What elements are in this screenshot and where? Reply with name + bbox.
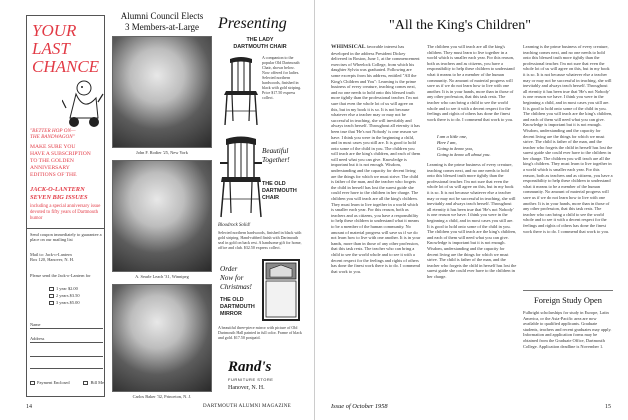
rodier-photo [112, 36, 212, 148]
ad-tagline: "BETTER HOP ON— THE BANDWAGON" [30, 128, 76, 140]
mirror-title: THE OLD DARTMOUTH MIRROR [220, 297, 255, 317]
address-field[interactable]: Address [30, 336, 103, 343]
article-column-3: Learning is the prime business of every creature, teaching comes next, and no one needs to hold onto this blessed truth more tightly than the professional teacher. I'm not sure that even the whole lot of us will agree on this, but in my book it is so. It is not because whatever else a teacher may or may not be successful in teaching, she will inevitably and always teach herself. Throughout all eternity it has been true that 'He's not Nobody' is one reason we have. I think you were in the beginning a child, and in most cases you still are. It is good to hold onto some of the child in you. The children you will teach are the king's children, and each of them will need what you can give. Knowledge is important but it is not enough. Wisdom, understanding and the capacity for decent living are the things for which we must strive. The child is father of the man, and the teacher who forgets the child in herself has lost the surest guide she could ever have to the children in her charge. The children you will teach are all the king's children. They must learn to live together in a world which is smaller each year. For this reason, both as teachers and as citizens, you have a responsibility to help these children to understand what it means to be a member of the human community. No amount of material progress will save us if we do not learn how to live with one another. It is in your hands, more than in those of any other profession, that this task rests. The teacher who can bring a child to see the world whole and to see it with a decent respect for the feelings and rights of others has done the finest work there is to do. I commend that work to you. [523, 44, 613, 234]
footer-issue: Issue of October 1958 [331, 403, 388, 410]
article-body-3: Learning is the prime business of every creature, teaching comes next, and no one needs to hold onto this blessed truth more tightly than the professional teacher. I'm not sure that even the whole lot of us will agree on this, but in my book it is so. It is not because whatever else a teacher may or may not be successful in teaching, she will inevitably and always teach herself. Throughout all eternity it has been true that 'He's not Nobody' is one reason we have. I think you were in the beginning a child, and in most cases you still are. It is good to hold onto some of the child in you. The children you will teach are the king's children, and each of them will need what you can give. Knowledge is important but it is not enough. Wisdom, understanding and the capacity for decent living are the things for which we must strive. The child is father of the man, and the teacher who forgets the child in herself has lost the surest guide she could ever have to the children in her charge. [523, 44, 613, 161]
lead-text: favorable interest has developed in the address President Dickey delivered in Boston, June 1, at the commencement exercises of Wheelock College, from which his daughter Sylvia was graduated. Following are some excerpts from his address, entitled "All the King's Children and You": [331, 44, 420, 84]
order-now: Order Now for Christmas! [220, 265, 252, 291]
coupon-title: Send coupon immediately to guarantee a place on our mailing list [30, 232, 102, 243]
baker-photo [112, 284, 212, 392]
address-line-2 [30, 356, 103, 357]
article-column-2 [427, 44, 517, 396]
coupon-divider [27, 228, 104, 229]
article-title: "All the King's Children" [389, 18, 531, 33]
option-2-years[interactable]: 2 years $3.50 [49, 293, 104, 298]
checkbox[interactable] [49, 301, 54, 305]
checkbox[interactable] [83, 381, 88, 385]
payment-enclosed-option[interactable]: Payment Enclosed [30, 380, 70, 385]
mirror-image [262, 259, 300, 321]
old-chair-image [220, 135, 262, 219]
baker-caption: Carlos Baker '32, Princeton, N. J. [132, 394, 192, 399]
ad-headline: YOUR LAST CHANCE [32, 21, 100, 76]
checkbox[interactable] [49, 294, 54, 298]
foreign-study-title: Foreign Study Open [534, 296, 602, 305]
article-column-1 [331, 44, 421, 396]
footer-magazine: DARTMOUTH ALUMNI MAGAZINE [203, 404, 292, 409]
article-body-2a: The children you will teach are all the king's children. They must learn to live together in a world which is smaller each year. For this reason, both as teachers and as citizens, you have a responsibility to help these children to understand what it means to be a member of the human community. No amount of material progress will save us if we do not learn how to live with one another. It is in your hands, more than in those of any other profession, that this task rests. The teacher who can bring a child to see the world whole and to see it with a decent respect for the feelings and rights of others has done the finest work there is to do. I commend that work to you. [427, 44, 515, 122]
checkbox[interactable] [49, 287, 54, 291]
subscription-options [49, 286, 104, 305]
rands-city: Hanover, N. H. [228, 385, 265, 391]
name-field[interactable]: Name [30, 322, 103, 329]
leach-caption: A. Searle Leach '31, Winnipeg [135, 274, 189, 279]
page-number-left: 14 [26, 404, 32, 410]
page-number-right: 15 [605, 404, 611, 410]
bandwagon-illustration [62, 78, 104, 128]
bloodrock-label: Bloodrock Solid! [218, 223, 251, 228]
presenting-heading: Presenting [218, 15, 287, 32]
article-body-1b: The children you will teach are all the king's children. They must learn to live together in a world which is smaller each year. For this reason, both as teachers and as citizens, you have a responsibility to help these children to understand what it means to be a member of the human community. No amount of material progress will save us if we do not learn how to live with one another. It is in your hands, more than in those of any other profession, that this task rests. The teacher who can bring a child to see the world whole and to see it with a decent respect for the feelings and rights of others has done the finest work there is to do. I commend that work to you. [331, 190, 421, 274]
article-body-2b: Learning is the prime business of every creature, teaching comes next, and no one needs to hold onto this blessed truth more tightly than the professional teacher. I'm not sure that even the whole lot of us will agree on this, but in my book it is so. It is not because whatever else a teacher may or may not be successful in teaching, she will inevitably and always teach herself. Throughout all eternity it has been true that 'He's not Nobody' is one reason we have. I think you were in the beginning a child, and in most cases you still are. It is good to hold onto some of the child in you. The children you will teach are the king's children, and each of them will need what you can give. Knowledge is important but it is not enough. Wisdom, understanding and the capacity for decent living are the things for which we must strive. The child is father of the man, and the teacher who forgets the child in herself has lost the surest guide she could ever have to the children in her charge. [427, 162, 517, 279]
old-chair-title: THE OLD DARTMOUTH CHAIR [262, 181, 297, 201]
beautiful-together: Beautiful Together! [262, 147, 290, 164]
ad-detail: including a special anniversary issue devoted to fifty years of Dartmouth humor [30, 204, 101, 221]
option-1-year[interactable]: 1 year $2.00 [49, 286, 104, 291]
jack-o-lantern-ad [26, 15, 105, 397]
ad-product: JACK-O-LANTERN SEVEN BIG ISSUES [30, 186, 88, 201]
rodier-caption: John F. Rodier '25, New York [136, 150, 188, 155]
lady-chair-image [222, 55, 260, 127]
ad-offer: MAKE SURE YOU HAVE A SUBSCRIPTION TO THE GOLDEN ANNIVERSARY EDITIONS OF THE [30, 144, 91, 178]
rands-logo: Rand's [228, 359, 272, 375]
old-chair-text: Selected northern hardwoods, finished in black with gold striping. Hand-rubbed finish with Dartmouth seal in gold on back rest. A handsome gift for home, office and club. $32.50 express collect. [218, 230, 302, 250]
lady-chair-text: A companion to the popular Old Dartmouth Chair, shown below. Now offered for ladies. Selected northern hardwoods, finished in black with gold striping. Price $17.50 express collect. [262, 55, 302, 100]
bill-me-option[interactable]: Bill Me [83, 380, 104, 385]
foreign-study-body: Fulbright scholarships for study in Europe, Latin America, or the Asia-Pacific area are now available to qualified applicants. Graduate students, teachers and recent graduates may apply. Information and application forms may be obtained from the Graduate Office, Dartmouth College. Application deadline is November 1. [523, 310, 612, 349]
alumni-council-headline: Alumni Council Elects 3 Members-at-Large [120, 11, 204, 32]
lady-chair-title: THE LADY DARTMOUTH CHAIR [233, 37, 287, 50]
foreign-study-rule [523, 290, 613, 291]
leach-photo [112, 160, 212, 272]
option-3-years[interactable]: 3 years $5.00 [49, 300, 104, 305]
payment-options [30, 380, 104, 385]
coupon-mail-to: Mail to: Jack-o-Lantern Box 120, Hanover, N. H. Please send the Jack-o-Lantern for [30, 252, 91, 278]
mirror-text: A beautiful three-piece mirror with picture of Old Dartmouth Hall painted in full color. Frame of black and gold. $17.50 postpaid. [218, 325, 302, 340]
rands-subtitle: FURNITURE STORE [228, 377, 274, 382]
article-body-1: Learning is the prime business of every creature, teaching comes next, and no one needs to hold onto this blessed truth more tightly than the professional teacher. I'm not sure that even the whole lot of us will agree on this, but in my book it is so. It is not because whatever else a teacher may or may not be successful in teaching, she will inevitably and always teach herself. Throughout all eternity it has been true that 'He's not Nobody' is one reason we have. I think you were in the beginning a child, and in most cases you still are. It is good to hold onto some of the child in you. The children you will teach are the king's children, and each of them will need what you can give. Knowledge is important but it is not enough. Wisdom, understanding and the capacity for decent living are the things for which we must strive. The child is father of the man, and the teacher who forgets the child in herself has lost the surest guide she could ever have to the children in her charge. [331, 78, 421, 196]
address-line-3 [30, 368, 103, 369]
lead-word: WHIMSICAL [331, 44, 366, 50]
poem: I am a little one, Here I am, Going to know you, Going to know all about you. [437, 134, 491, 157]
dartmouth-chair-ad [218, 15, 302, 397]
checkbox[interactable] [30, 381, 35, 385]
